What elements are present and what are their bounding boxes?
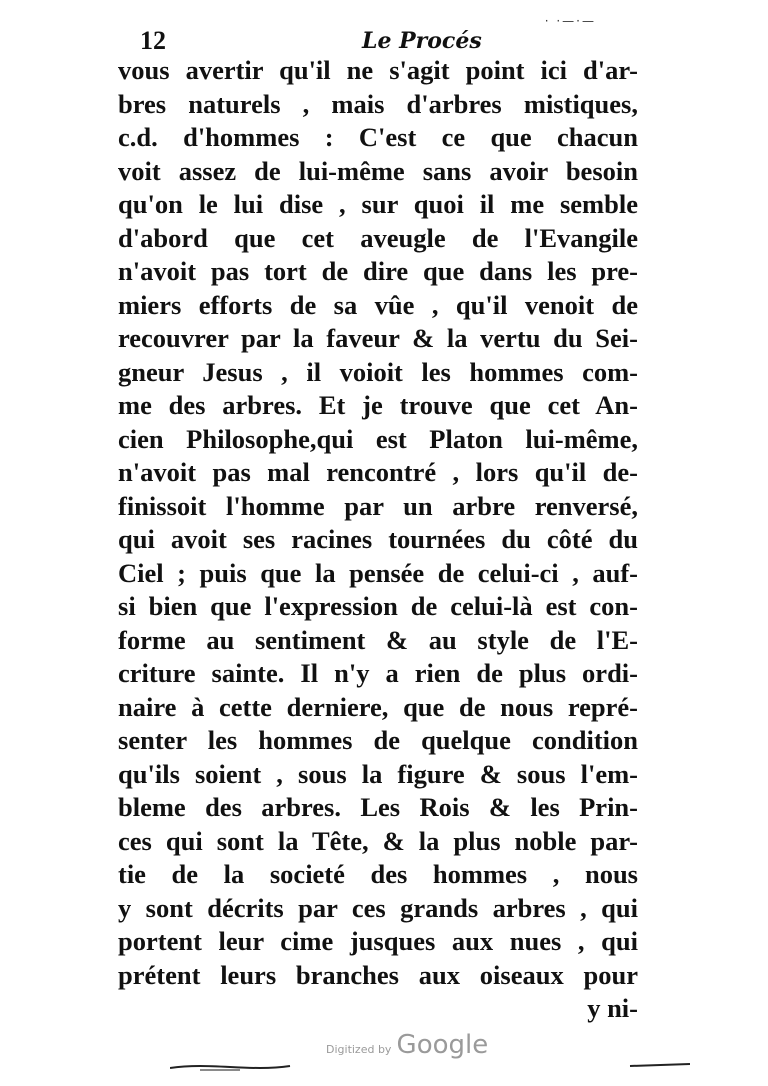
watermark-brand: Google bbox=[396, 1030, 489, 1060]
text-line: tie de la societé des hommes , nous bbox=[118, 859, 638, 889]
text-line: qu'ils soient , sous la figure & sous l'em- bbox=[118, 758, 638, 789]
page-number: 12 bbox=[140, 26, 166, 55]
catchword: y ni- bbox=[587, 993, 638, 1023]
google-watermark bbox=[326, 1030, 488, 1060]
text-line: bres naturels , mais d'arbres mistiques, bbox=[118, 88, 638, 119]
text-line: vous avertir qu'il ne s'agit point ici d'ar- bbox=[118, 55, 638, 85]
text-line: naire à cette derniere, que de nous repré- bbox=[118, 691, 638, 722]
text-line: portent leur cime jusques aux nues , qui bbox=[118, 926, 638, 956]
text-line: d'abord que cet aveugle de l'Evangile bbox=[118, 222, 638, 253]
text-line: recouvrer par la faveur & la vertu du Sei- bbox=[118, 323, 638, 353]
text-line: ces qui sont la Tête, & la plus noble par- bbox=[118, 825, 638, 856]
text-line: me des arbres. Et je trouve que cet An- bbox=[118, 390, 638, 420]
text-line: forme au sentiment & au style de l'E- bbox=[118, 624, 638, 655]
text-line: bleme des arbres. Les Rois & les Prin- bbox=[118, 792, 638, 822]
text-line: n'avoit pas tort de dire que dans les pre- bbox=[118, 256, 638, 286]
text-line: n'avoit pas mal rencontré , lors qu'il de- bbox=[118, 457, 638, 487]
text-line: miers efforts de sa vûe , qu'il venoit de bbox=[118, 289, 638, 320]
text-line: Ciel ; puis que la pensée de celui-ci , auf- bbox=[118, 557, 638, 588]
text-line: finissoit l'homme par un arbre renversé, bbox=[118, 490, 638, 521]
text-line: si bien que l'expression de celui-là est con- bbox=[118, 591, 638, 621]
text-line: y sont décrits par ces grands arbres , qui bbox=[118, 892, 638, 923]
text-line: criture sainte. Il n'y a rien de plus ordi- bbox=[118, 658, 638, 688]
text-line: voit assez de lui-même sans avoir besoin bbox=[118, 155, 638, 186]
watermark-prefix: Digitized by bbox=[326, 1043, 392, 1056]
text-line: c.d. d'hommes : C'est ce que chacun bbox=[118, 122, 638, 152]
body-text bbox=[118, 54, 638, 1026]
text-line: cien Philosophe,qui est Platon lui-même, bbox=[118, 423, 638, 454]
text-line: prétent leurs branches aux oiseaux pour bbox=[118, 959, 638, 990]
bottom-print-mark bbox=[170, 1060, 690, 1074]
text-line: qu'on le lui dise , sur quoi il me semble bbox=[118, 189, 638, 219]
page-header bbox=[140, 14, 600, 54]
running-head: Le Procés bbox=[362, 28, 482, 54]
corner-mark: · ·—·— bbox=[544, 14, 596, 28]
text-line: qui avoit ses racines tournées du côté du bbox=[118, 524, 638, 554]
text-line: gneur Jesus , il voioit les hommes com- bbox=[118, 356, 638, 387]
text-line: senter les hommes de quelque condition bbox=[118, 725, 638, 755]
